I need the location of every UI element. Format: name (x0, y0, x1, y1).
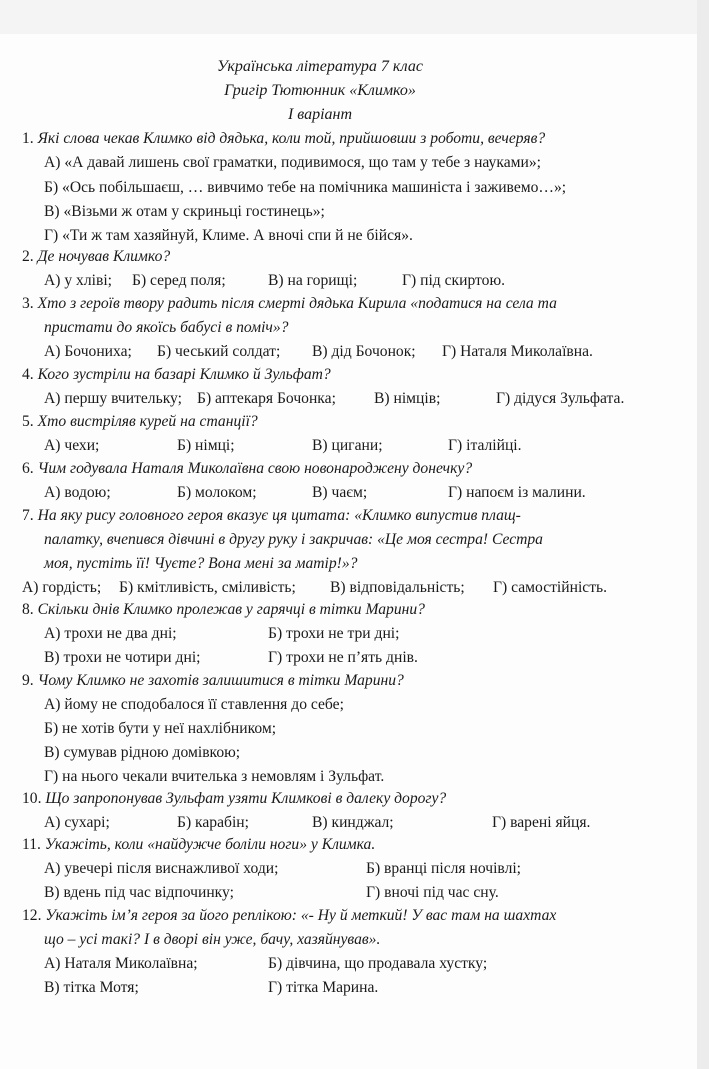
answer-option: Б) карабін; (177, 814, 249, 831)
answer-option: В) тітка Мотя; (44, 979, 139, 996)
question-number: 3. (22, 295, 34, 312)
answer-option: А) увечері після виснажливої ходи; (44, 860, 279, 877)
question-number: 8. (22, 601, 34, 618)
answer-option: Г) «Ти ж там хазяйнуй, Климе. А вночі спи й не бійся». (44, 227, 413, 244)
answer-option: Б) аптекаря Бочонка; (197, 390, 336, 407)
answer-option: Б) серед поля; (132, 272, 226, 289)
answer-option: В) трохи не чотири дні; (44, 649, 201, 666)
question-text: Укажіть ім’я героя за його реплікою: «- Ну й меткий! У вас там на шахтах (45, 907, 557, 924)
answer-option: А) Наталя Миколаївна; (44, 955, 198, 972)
answer-option: Б) вранці після ночівлі; (366, 860, 522, 877)
question-number: 6. (22, 460, 34, 477)
question-text: Скільки днів Климко пролежав у гарячці в тітки Марини? (37, 601, 425, 618)
answer-option: Б) дівчина, що продавала хустку; (268, 955, 488, 972)
question-text: Хто з героїв твору радить після смерті дядька Кирила «податися на села та (37, 295, 557, 312)
question-text: Чому Климко не захотів залишитися в тітки Марини? (37, 672, 404, 689)
document-subtitle: Григір Тютюнник «Климко» (224, 82, 416, 99)
answer-option: Б) чеський солдат; (157, 343, 281, 360)
question-number: 1. (22, 130, 34, 147)
document-title: Українська література 7 клас (217, 58, 423, 75)
question-text: моя, пустіть її! Чуєте? Вона мені за матір!»? (44, 555, 358, 572)
answer-option: В) цигани; (312, 437, 383, 454)
answer-option: Б) не хотів бути у неї нахлібником; (44, 720, 277, 737)
answer-option: Г) дідуся Зульфата. (496, 390, 625, 407)
question-text: Укажіть, коли «найдужче боліли ноги» у Климка. (44, 836, 376, 853)
right-margin (697, 0, 709, 1069)
question-number: 5. (22, 413, 34, 430)
answer-option: В) відповідальність; (330, 579, 465, 596)
answer-option: Г) трохи не п’ять днів. (268, 649, 418, 666)
answer-option: В) чаєм; (312, 484, 368, 501)
answer-option: Б) трохи не три дні; (268, 625, 400, 642)
answer-option: А) Бочониха; (44, 343, 132, 360)
answer-option: В) «Візьми ж отам у скриньці гостинець»; (44, 203, 325, 220)
answer-option: В) на горищі; (268, 272, 358, 289)
question-text: пристати до якоїсь бабусі в поміч»? (44, 319, 289, 336)
answer-option: В) дід Бочонок; (312, 343, 416, 360)
answer-option: Г) тітка Марина. (268, 979, 379, 996)
answer-option: Б) німці; (177, 437, 235, 454)
answer-option: А) гордість; (22, 579, 102, 596)
question-text: Хто вистріляв курей на станції? (37, 413, 258, 430)
answer-option: Г) на нього чекали вчителька з немовлям і Зульфат. (44, 768, 385, 785)
answer-option: Б) «Ось побільшаєш, … вивчимо тебе на помічника машиніста і заживемо…»; (44, 179, 567, 196)
answer-option: В) сумував рідною домівкою; (44, 744, 241, 761)
question-number: 9. (22, 672, 34, 689)
answer-option: Г) вночі під час сну. (366, 884, 499, 901)
question-number: 11. (22, 836, 41, 853)
question-number: 10. (22, 790, 42, 807)
answer-option: А) першу вчительку; (44, 390, 182, 407)
question-text: На яку рису головного героя вказує ця цитата: «Климко випустив плащ- (37, 507, 521, 524)
question-number: 2. (22, 248, 34, 265)
question-text: Які слова чекав Климко від дядька, коли той, прийшовши з роботи, вечеряв? (37, 130, 546, 147)
answer-option: А) йому не сподобалося її ставлення до себе; (44, 696, 344, 713)
question-text: Кого зустріли на базарі Климко й Зульфат? (37, 366, 331, 383)
question-text: Що запропонував Зульфат узяти Климкові в далеку дорогу? (45, 790, 447, 807)
answer-option: А) водою; (44, 484, 111, 501)
answer-option: Б) кмітливість, сміливість; (119, 579, 296, 596)
answer-option: А) чехи; (44, 437, 100, 454)
answer-option: Г) варені яйця. (492, 814, 591, 831)
question-number: 12. (22, 907, 42, 924)
question-text: Чим годувала Наталя Миколаївна свою новонароджену донечку? (37, 460, 473, 477)
answer-option: Г) під скиртою. (402, 272, 506, 289)
question-text: що – усі такі? І в дворі він уже, бачу, хазяйнував». (44, 931, 381, 948)
answer-option: А) трохи не два дні; (44, 625, 177, 642)
answer-option: Б) молоком; (177, 484, 257, 501)
variant-label: І варіант (287, 106, 353, 123)
question-text: Де ночував Климко? (37, 248, 171, 265)
answer-option: В) німців; (374, 390, 441, 407)
answer-option: Г) італійці. (448, 437, 522, 454)
question-text: палатку, вчепився дівчині в другу руку і закричав: «Це моя сестра! Сестра (44, 531, 543, 548)
top-margin (0, 0, 709, 34)
answer-option: В) вдень під час відпочинку; (44, 884, 234, 901)
answer-option: А) сухарі; (44, 814, 110, 831)
answer-option: А) у хліві; (44, 272, 112, 289)
answer-option: Г) самостійність. (493, 579, 608, 596)
answer-option: Г) Наталя Миколаївна. (442, 343, 593, 360)
answer-option: В) кинджал; (312, 814, 394, 831)
answer-option: Г) напоєм із малини. (448, 484, 586, 501)
question-number: 7. (22, 507, 34, 524)
answer-option: А) «А давай лишень свої граматки, подивимося, що там у тебе з науками»; (44, 154, 541, 171)
question-number: 4. (22, 366, 34, 383)
